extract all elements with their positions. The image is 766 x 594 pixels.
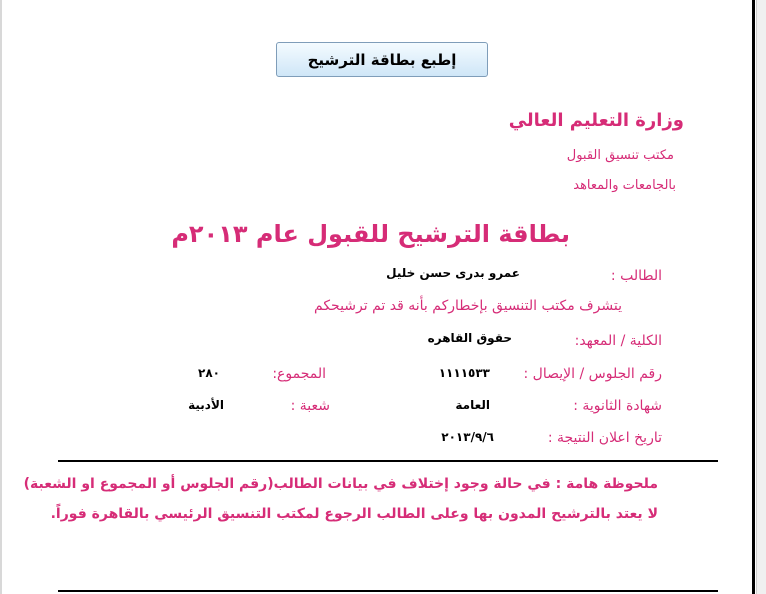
result-date-label: تاريخ اعلان النتيجة : — [547, 430, 662, 446]
faculty-label: الكلية / المعهد: — [574, 333, 662, 349]
seat-number-value: ١١١١٥٣٣ — [438, 366, 490, 380]
note-line-1: ملحوظة هامة : في حالة وجود إختلاف في بيانات الطالب(رقم الجلوس أو المجموع او الشعبة) — [23, 476, 658, 492]
honor-line: يتشرف مكتب التنسيق بإخطاركم بأنه قد تم ترشيحكم — [314, 298, 622, 314]
print-card-button[interactable]: إطبع بطاقة الترشيح — [276, 42, 488, 77]
seat-number-label: رقم الجلوس / الإيصال : — [523, 366, 662, 382]
divider-top — [58, 460, 718, 462]
result-date-value: ٢٠١٣/٩/٦ — [441, 430, 494, 444]
ministry-name: وزارة التعليم العالي — [508, 110, 684, 131]
left-border — [0, 0, 2, 594]
total-label: المجموع: — [272, 366, 326, 382]
certificate-value: العامة — [455, 398, 490, 412]
scrollbar-edge[interactable] — [756, 0, 766, 594]
divider-bottom — [58, 590, 718, 592]
note-line-2: لا يعتد بالترشيح المدون بها وعلى الطالب الرجوع لمكتب التنسيق الرئيسي بالقاهرة فوراً. — [50, 506, 658, 522]
office-line-2: بالجامعات والمعاهد — [573, 178, 676, 193]
right-border — [752, 0, 755, 594]
division-value: الأدبية — [188, 398, 224, 412]
total-value: ٢٨٠ — [198, 366, 220, 380]
faculty-value: حقوق القاهره — [427, 331, 512, 345]
division-label: شعبة : — [290, 398, 330, 414]
office-line-1: مكتب تنسيق القبول — [566, 148, 674, 163]
card-title: بطاقة الترشيح للقبول عام ٢٠١٣م — [171, 220, 570, 248]
certificate-label: شهادة الثانوية : — [573, 398, 662, 414]
student-name: عمرو بدرى حسن خليل — [386, 266, 520, 280]
student-label: الطالب : — [610, 268, 662, 284]
